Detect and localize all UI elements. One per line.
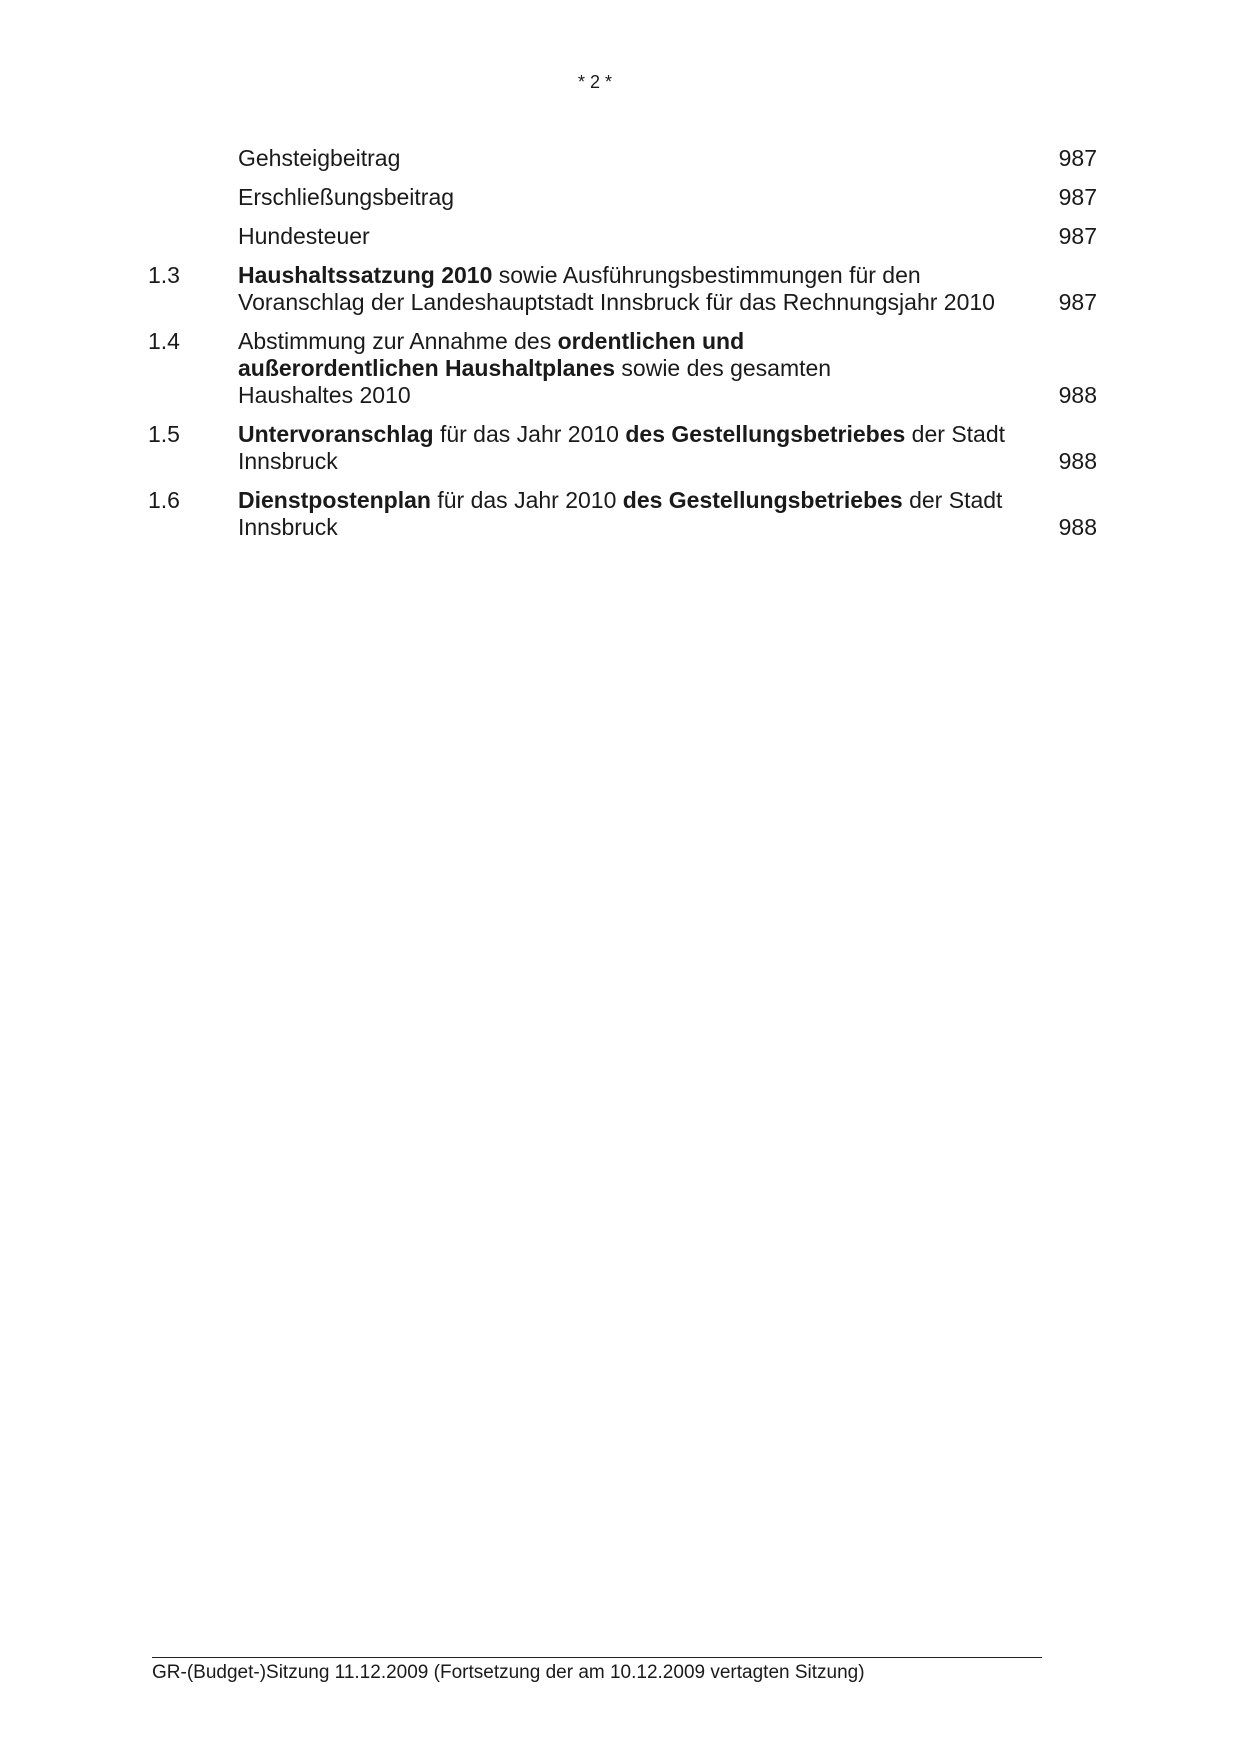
toc-title-segment: für das Jahr 2010: [433, 421, 626, 447]
toc-title-bold-segment: ordentlichen und: [557, 328, 745, 354]
toc-entry-page: 988: [1058, 514, 1097, 540]
toc-entry-title: [238, 421, 1018, 475]
footer-text: GR-(Budget-)Sitzung 11.12.2009 (Fortsetzung der am 10.12.2009 vertagten Sitzung): [152, 1662, 865, 1683]
table-of-contents: [0, 145, 1240, 553]
toc-entry-page: 988: [1058, 382, 1097, 408]
toc-title-segment: Innsbruck: [238, 448, 338, 474]
toc-entry-page: 987: [1058, 289, 1097, 315]
toc-title-segment: der Stadt: [902, 487, 1003, 513]
toc-entry-page: 987: [1058, 145, 1097, 171]
toc-entry-title: [238, 223, 1018, 250]
toc-entry-title: [238, 328, 1018, 409]
toc-entry-number: 1.6: [148, 487, 180, 513]
toc-title-segment: für das Jahr 2010: [430, 487, 623, 513]
toc-entry: [0, 328, 1240, 409]
toc-entry: [0, 487, 1240, 541]
toc-entry-number: 1.4: [148, 328, 180, 354]
toc-entry: [0, 184, 1240, 211]
toc-title-segment: Abstimmung zur Annahme des: [238, 328, 558, 354]
toc-title-bold-segment: des Gestellungsbetriebes: [625, 421, 906, 447]
toc-title-segment: der Stadt: [905, 421, 1006, 447]
toc-title-bold-segment: Dienstpostenplan: [238, 487, 431, 513]
toc-entry: [0, 421, 1240, 475]
toc-entry-number: 1.3: [148, 262, 180, 288]
toc-title-segment: Gehsteigbeitrag: [238, 145, 401, 171]
toc-title-segment: Innsbruck: [238, 514, 338, 540]
toc-title-segment: Voranschlag der Landeshauptstadt Innsbruck für das Rechnungsjahr 2010: [238, 289, 995, 315]
toc-entry: [0, 262, 1240, 316]
toc-title-bold-segment: des Gestellungsbetriebes: [622, 487, 903, 513]
toc-entry: [0, 145, 1240, 172]
toc-entry-title: [238, 145, 1018, 172]
toc-title-bold-segment: außerordentlichen Haushaltplanes: [238, 355, 616, 381]
footer-divider: [152, 1657, 1042, 1658]
toc-entry-title: [238, 262, 1018, 316]
toc-entry-title: [238, 184, 1018, 211]
toc-title-segment: Haushaltes 2010: [238, 382, 411, 408]
toc-title-segment: Hundesteuer: [238, 223, 370, 249]
toc-title-segment: Erschließungsbeitrag: [238, 184, 455, 210]
toc-title-bold-segment: Untervoranschlag: [238, 421, 434, 447]
toc-title-segment: sowie des gesamten: [615, 355, 832, 381]
toc-entry-number: 1.5: [148, 421, 180, 447]
toc-entry-page: 987: [1058, 184, 1097, 210]
page-number: * 2 *: [577, 72, 613, 92]
toc-entry: [0, 223, 1240, 250]
toc-title-bold-segment: Haushaltssatzung 2010: [238, 262, 493, 288]
toc-entry-page: 987: [1058, 223, 1097, 249]
toc-title-segment: sowie Ausführungsbestimmungen für den: [492, 262, 921, 288]
toc-entry-title: [238, 487, 1018, 541]
toc-entry-page: 988: [1058, 448, 1097, 474]
